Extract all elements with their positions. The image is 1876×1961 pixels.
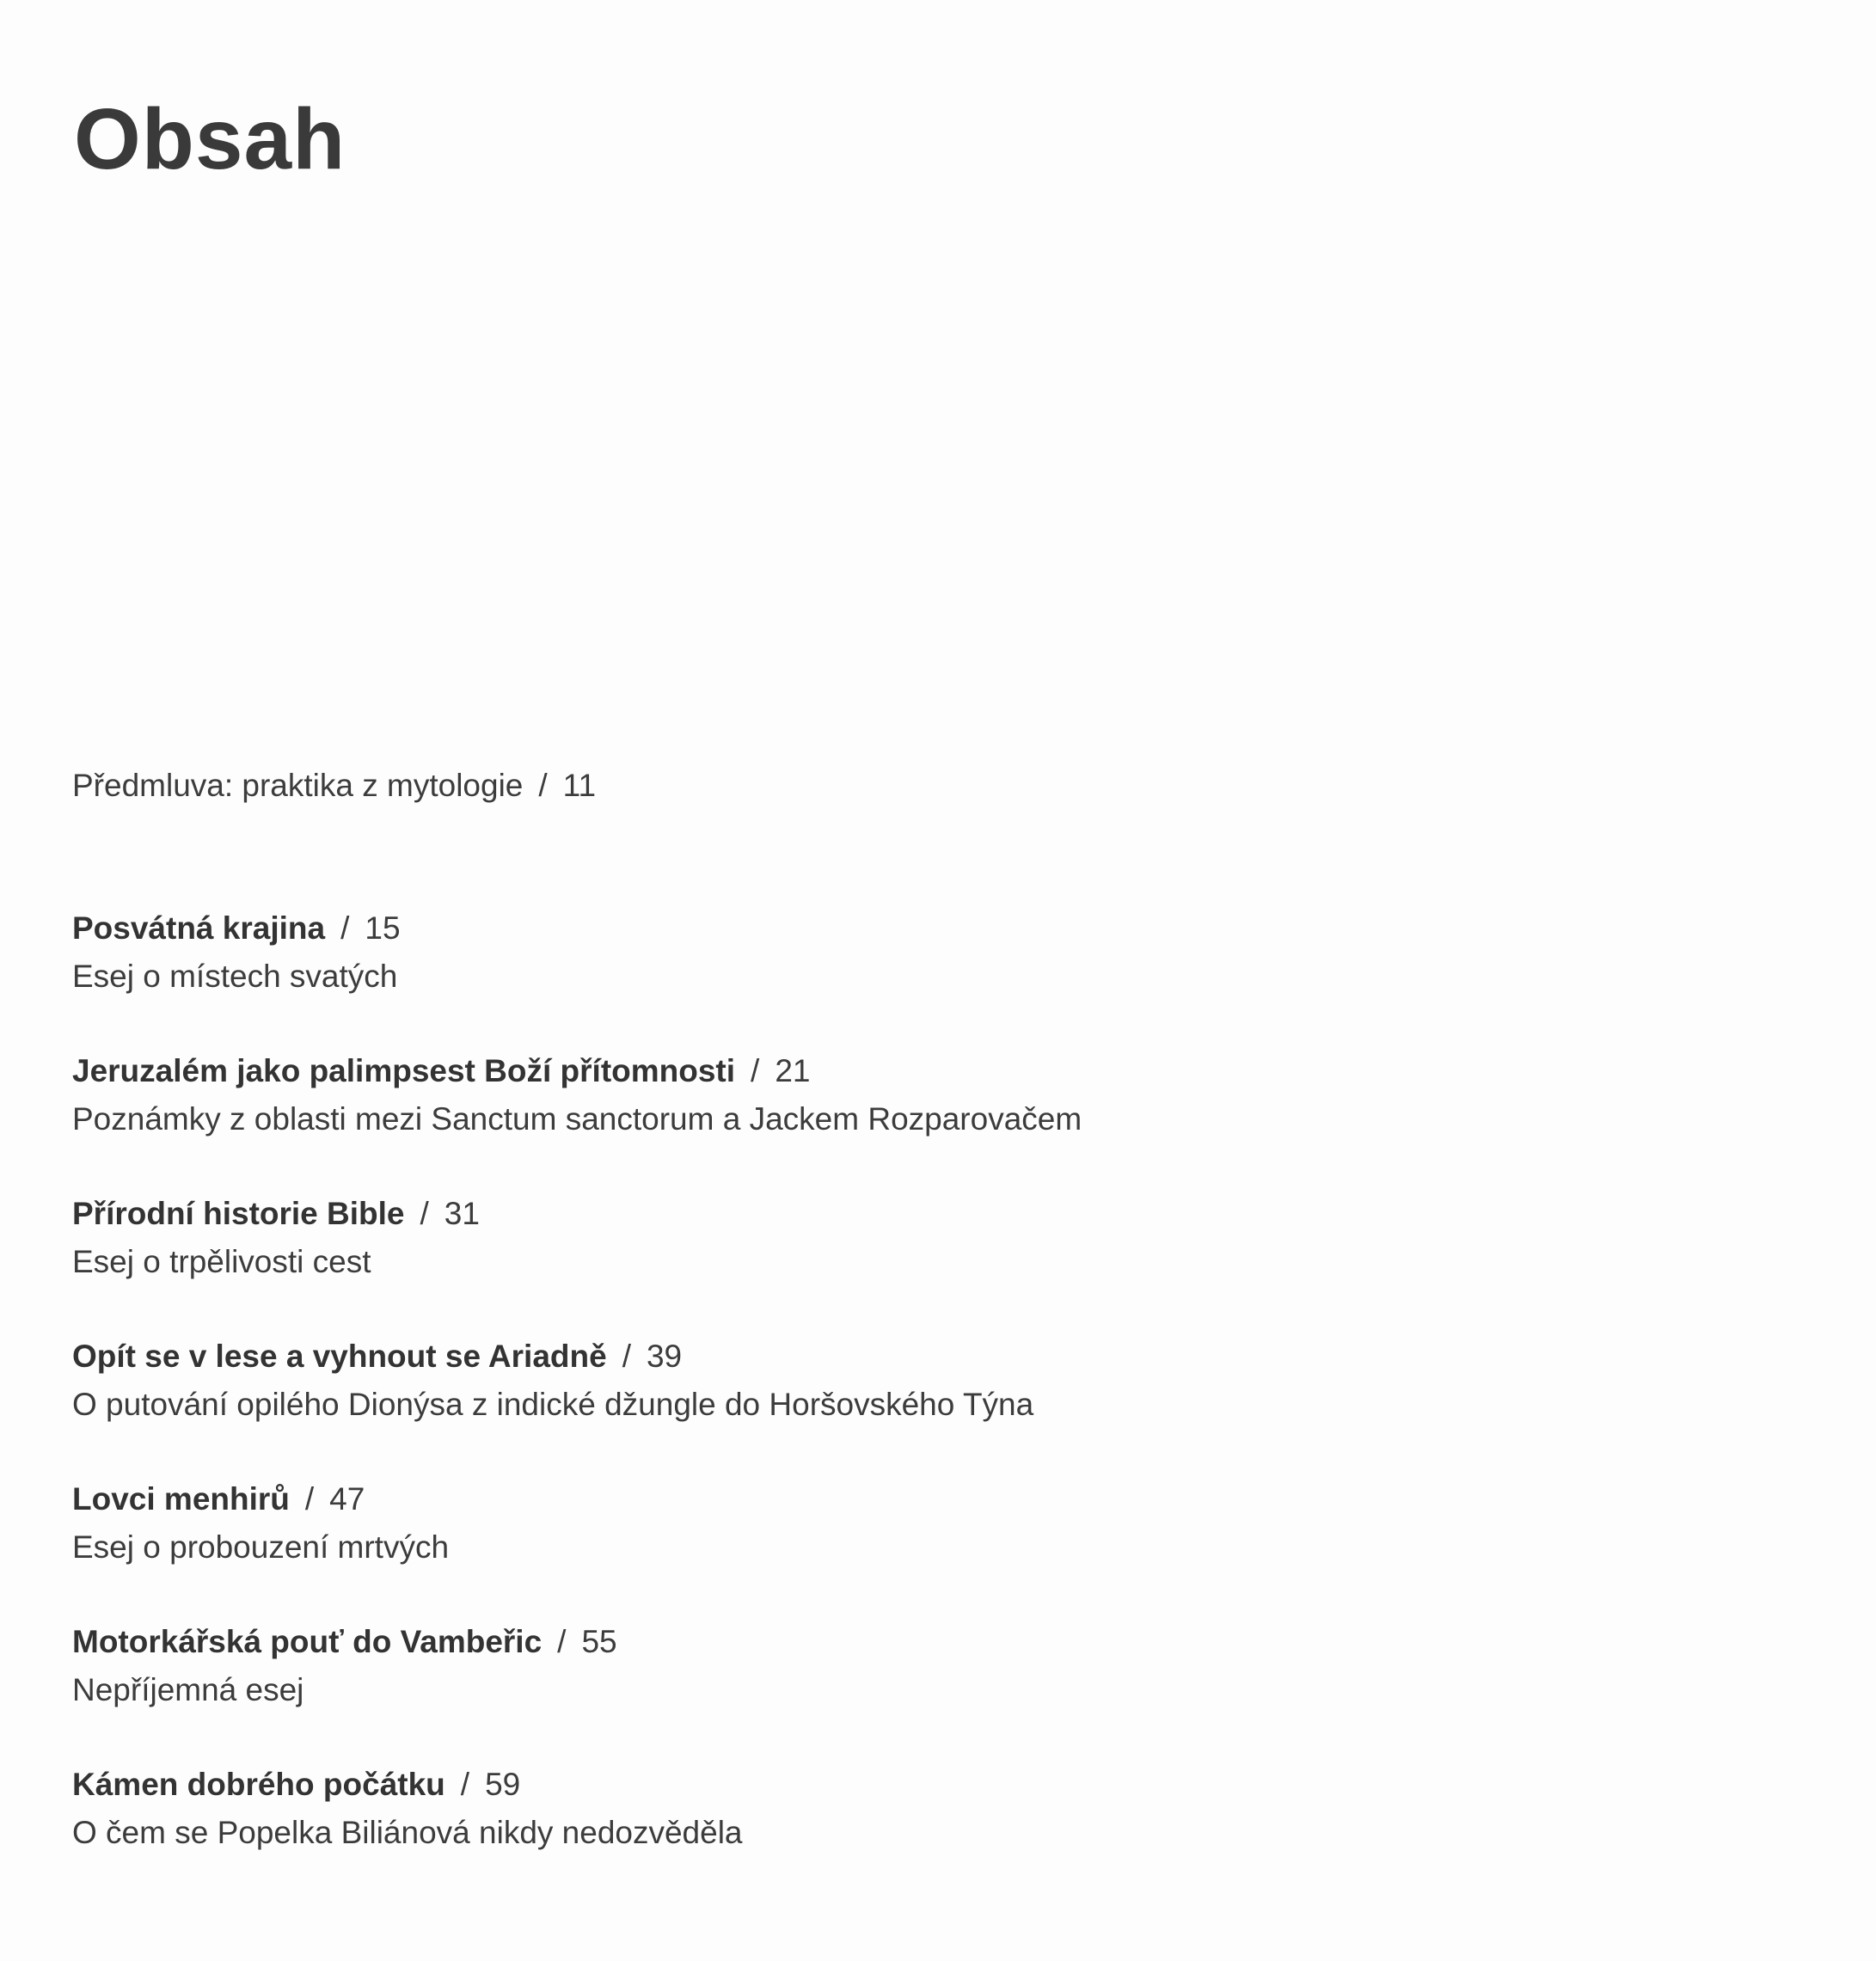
toc-entry-title: Posvátná krajina <box>72 910 326 946</box>
toc-entry-title: Motorkářská pouť do Vambeřic <box>72 1624 543 1659</box>
toc-separator: / <box>304 1481 315 1517</box>
toc-separator: / <box>538 768 548 803</box>
toc-entry-subtitle: Nepříjemná esej <box>72 1672 304 1707</box>
toc-entry-head <box>72 1047 1448 1095</box>
toc-entry-head <box>72 762 1448 810</box>
toc-page-number: 11 <box>562 768 597 803</box>
toc-page-number: 31 <box>444 1196 480 1231</box>
toc-entry-title: Kámen dobrého počátku <box>72 1767 445 1802</box>
toc-page-number: 39 <box>646 1339 683 1374</box>
table-of-contents <box>72 762 1448 1903</box>
toc-entry-head <box>72 1761 1448 1809</box>
toc-entry-subtitle: Esej o místech svatých <box>72 959 398 994</box>
toc-entry-subtitle: O čem se Popelka Biliánová nikdy nedozvěděla <box>72 1815 743 1850</box>
toc-entry-subtitle: O putování opilého Dionýsa z indické džungle do Horšovského Týna <box>72 1387 1034 1422</box>
toc-entry <box>72 904 1448 1047</box>
toc-entry-title: Lovci menhirů <box>72 1481 290 1517</box>
toc-entry-title: Přírodní historie Bible <box>72 1196 405 1231</box>
toc-entry-head <box>72 1618 1448 1666</box>
toc-entry-head <box>72 1333 1448 1381</box>
toc-entry-subtitle: Poznámky z oblasti mezi Sanctum sanctorum a Jackem Rozparovačem <box>72 1101 1082 1137</box>
toc-separator: / <box>340 910 350 946</box>
toc-entry <box>72 1618 1448 1761</box>
page-title: Obsah <box>74 91 346 187</box>
toc-entry-subtitle: Esej o probouzení mrtvých <box>72 1529 450 1565</box>
toc-entry-title: Opít se v lese a vyhnout se Ariadně <box>72 1339 607 1374</box>
toc-entry-preface <box>72 762 1448 904</box>
toc-separator: / <box>460 1767 470 1802</box>
toc-separator: / <box>751 1053 760 1088</box>
toc-entry <box>72 1475 1448 1618</box>
toc-entry-title: Předmluva: praktika z mytologie <box>72 768 524 803</box>
toc-entry <box>72 1047 1448 1190</box>
toc-page-number: 55 <box>581 1624 617 1659</box>
toc-page-number: 21 <box>775 1053 811 1088</box>
toc-entry-title: Jeruzalém jako palimpsest Boží přítomnosti <box>72 1053 736 1088</box>
toc-entry <box>72 1761 1448 1903</box>
toc-entry-subtitle: Esej o trpělivosti cest <box>72 1244 371 1279</box>
toc-entry-head <box>72 1475 1448 1523</box>
toc-page-number: 47 <box>329 1481 365 1517</box>
toc-separator: / <box>420 1196 429 1231</box>
toc-separator: / <box>557 1624 567 1659</box>
toc-entry <box>72 1333 1448 1475</box>
toc-entry <box>72 1190 1448 1333</box>
toc-page-number: 59 <box>485 1767 521 1802</box>
toc-entry-head <box>72 904 1448 953</box>
toc-entry-head <box>72 1190 1448 1238</box>
toc-separator: / <box>622 1339 631 1374</box>
toc-page-number: 15 <box>365 910 401 946</box>
